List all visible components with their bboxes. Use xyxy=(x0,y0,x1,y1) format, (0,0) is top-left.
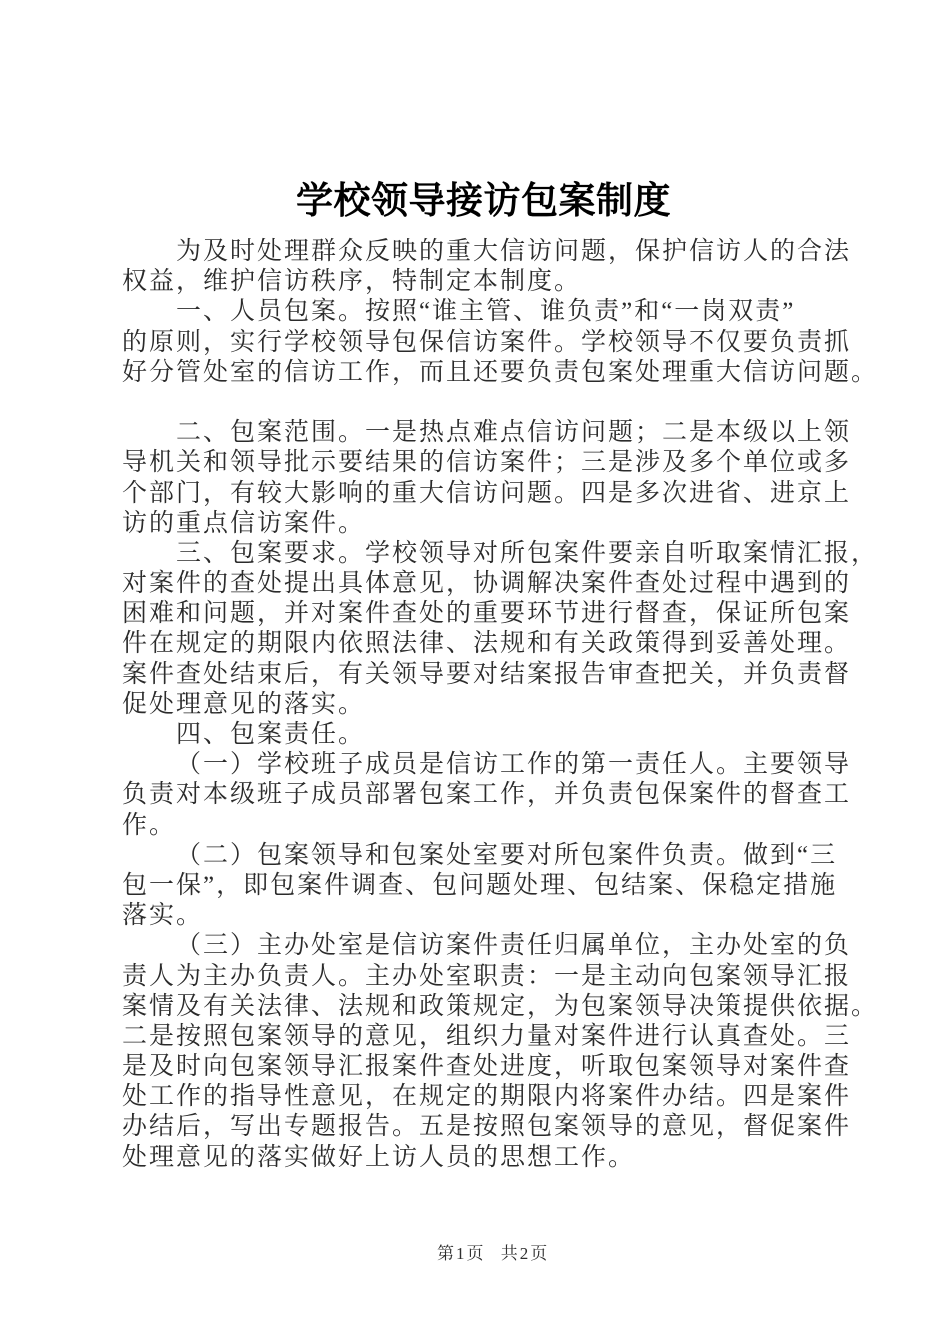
text-line: 处工作的指导性意见，在规定的期限内将案件办结。四是案件 xyxy=(122,1083,852,1111)
text-line: 的原则，实行学校领导包保信访案件。学校领导不仅要负责抓 xyxy=(122,328,852,356)
text-line: 促处理意见的落实。 xyxy=(122,690,366,718)
text-line: 访的重点信访案件。 xyxy=(122,509,366,537)
text-line: 为及时处理群众反映的重大信访问题，保护信访人的合法 xyxy=(176,238,852,265)
text-line: 困难和问题，并对案件查处的重要环节进行督查，保证所包案 xyxy=(122,600,852,628)
text-line: 二是按照包案领导的意见，组织力量对案件进行认真查处。三 xyxy=(122,1022,852,1050)
text-line: 落实。 xyxy=(122,902,204,930)
page-footer xyxy=(437,1243,549,1265)
text-line: 负责对本级班子成员部署包案工作，并负责包保案件的督查工 xyxy=(122,781,852,809)
text-line: 案件查处结束后，有关领导要对结案报告审查把关，并负责督 xyxy=(122,660,852,688)
text-line: 责人为主办负责人。主办处室职责：一是主动向包案领导汇报 xyxy=(122,962,852,990)
text-line: 作。 xyxy=(122,811,177,839)
text-line: （三）主办处室是信访案件责任归属单位，主办处室的负 xyxy=(176,932,852,960)
blank-line xyxy=(122,388,845,418)
text-line: 导机关和领导批示要结果的信访案件；三是涉及多个单位或多 xyxy=(122,449,852,477)
page-number-label: 第1页 共2页 xyxy=(437,1244,550,1263)
text-line: 对案件的查处提出具体意见，协调解决案件查处过程中遇到的 xyxy=(122,570,852,598)
text-line: 办结后，写出专题报告。五是按照包案领导的意见，督促案件 xyxy=(122,1113,852,1141)
document-body xyxy=(122,237,879,1173)
text-line: 权益，维护信访秩序，特制定本制度。 xyxy=(122,268,582,296)
text-line: 案情及有关法律、法规和政策规定，为包案领导决策提供依据。 xyxy=(122,992,879,1020)
text-line: 一、人员包案。按照“谁主管、谁负责”和“一岗双责” xyxy=(176,298,796,326)
text-line: 包一保”，即包案件调查、包问题处理、包结案、保稳定措施 xyxy=(122,871,838,899)
text-line: （一）学校班子成员是信访工作的第一责任人。主要领导 xyxy=(176,751,852,779)
text-line: 件在规定的期限内依照法律、法规和有关政策得到妥善处理。 xyxy=(122,630,852,658)
text-line: （二）包案领导和包案处室要对所包案件负责。做到“三 xyxy=(176,841,838,869)
text-line: 三、包案要求。学校领导对所包案件要亲自听取案情汇报， xyxy=(176,539,879,567)
text-line: 处理意见的落实做好上访人员的思想工作。 xyxy=(122,1143,636,1171)
text-line: 好分管处室的信访工作，而且还要负责包案处理重大信访问题。 xyxy=(122,358,879,386)
text-line: 二、包案范围。一是热点难点信访问题；二是本级以上领 xyxy=(176,419,852,447)
document-title: 学校领导接访包案制度 xyxy=(296,181,671,222)
text-line: 个部门，有较大影响的重大信访问题。四是多次进省、进京上 xyxy=(122,479,852,507)
text-line: 四、包案责任。 xyxy=(176,721,366,748)
text-line: 是及时向包案领导汇报案件查处进度，听取包案领导对案件查 xyxy=(122,1053,852,1081)
